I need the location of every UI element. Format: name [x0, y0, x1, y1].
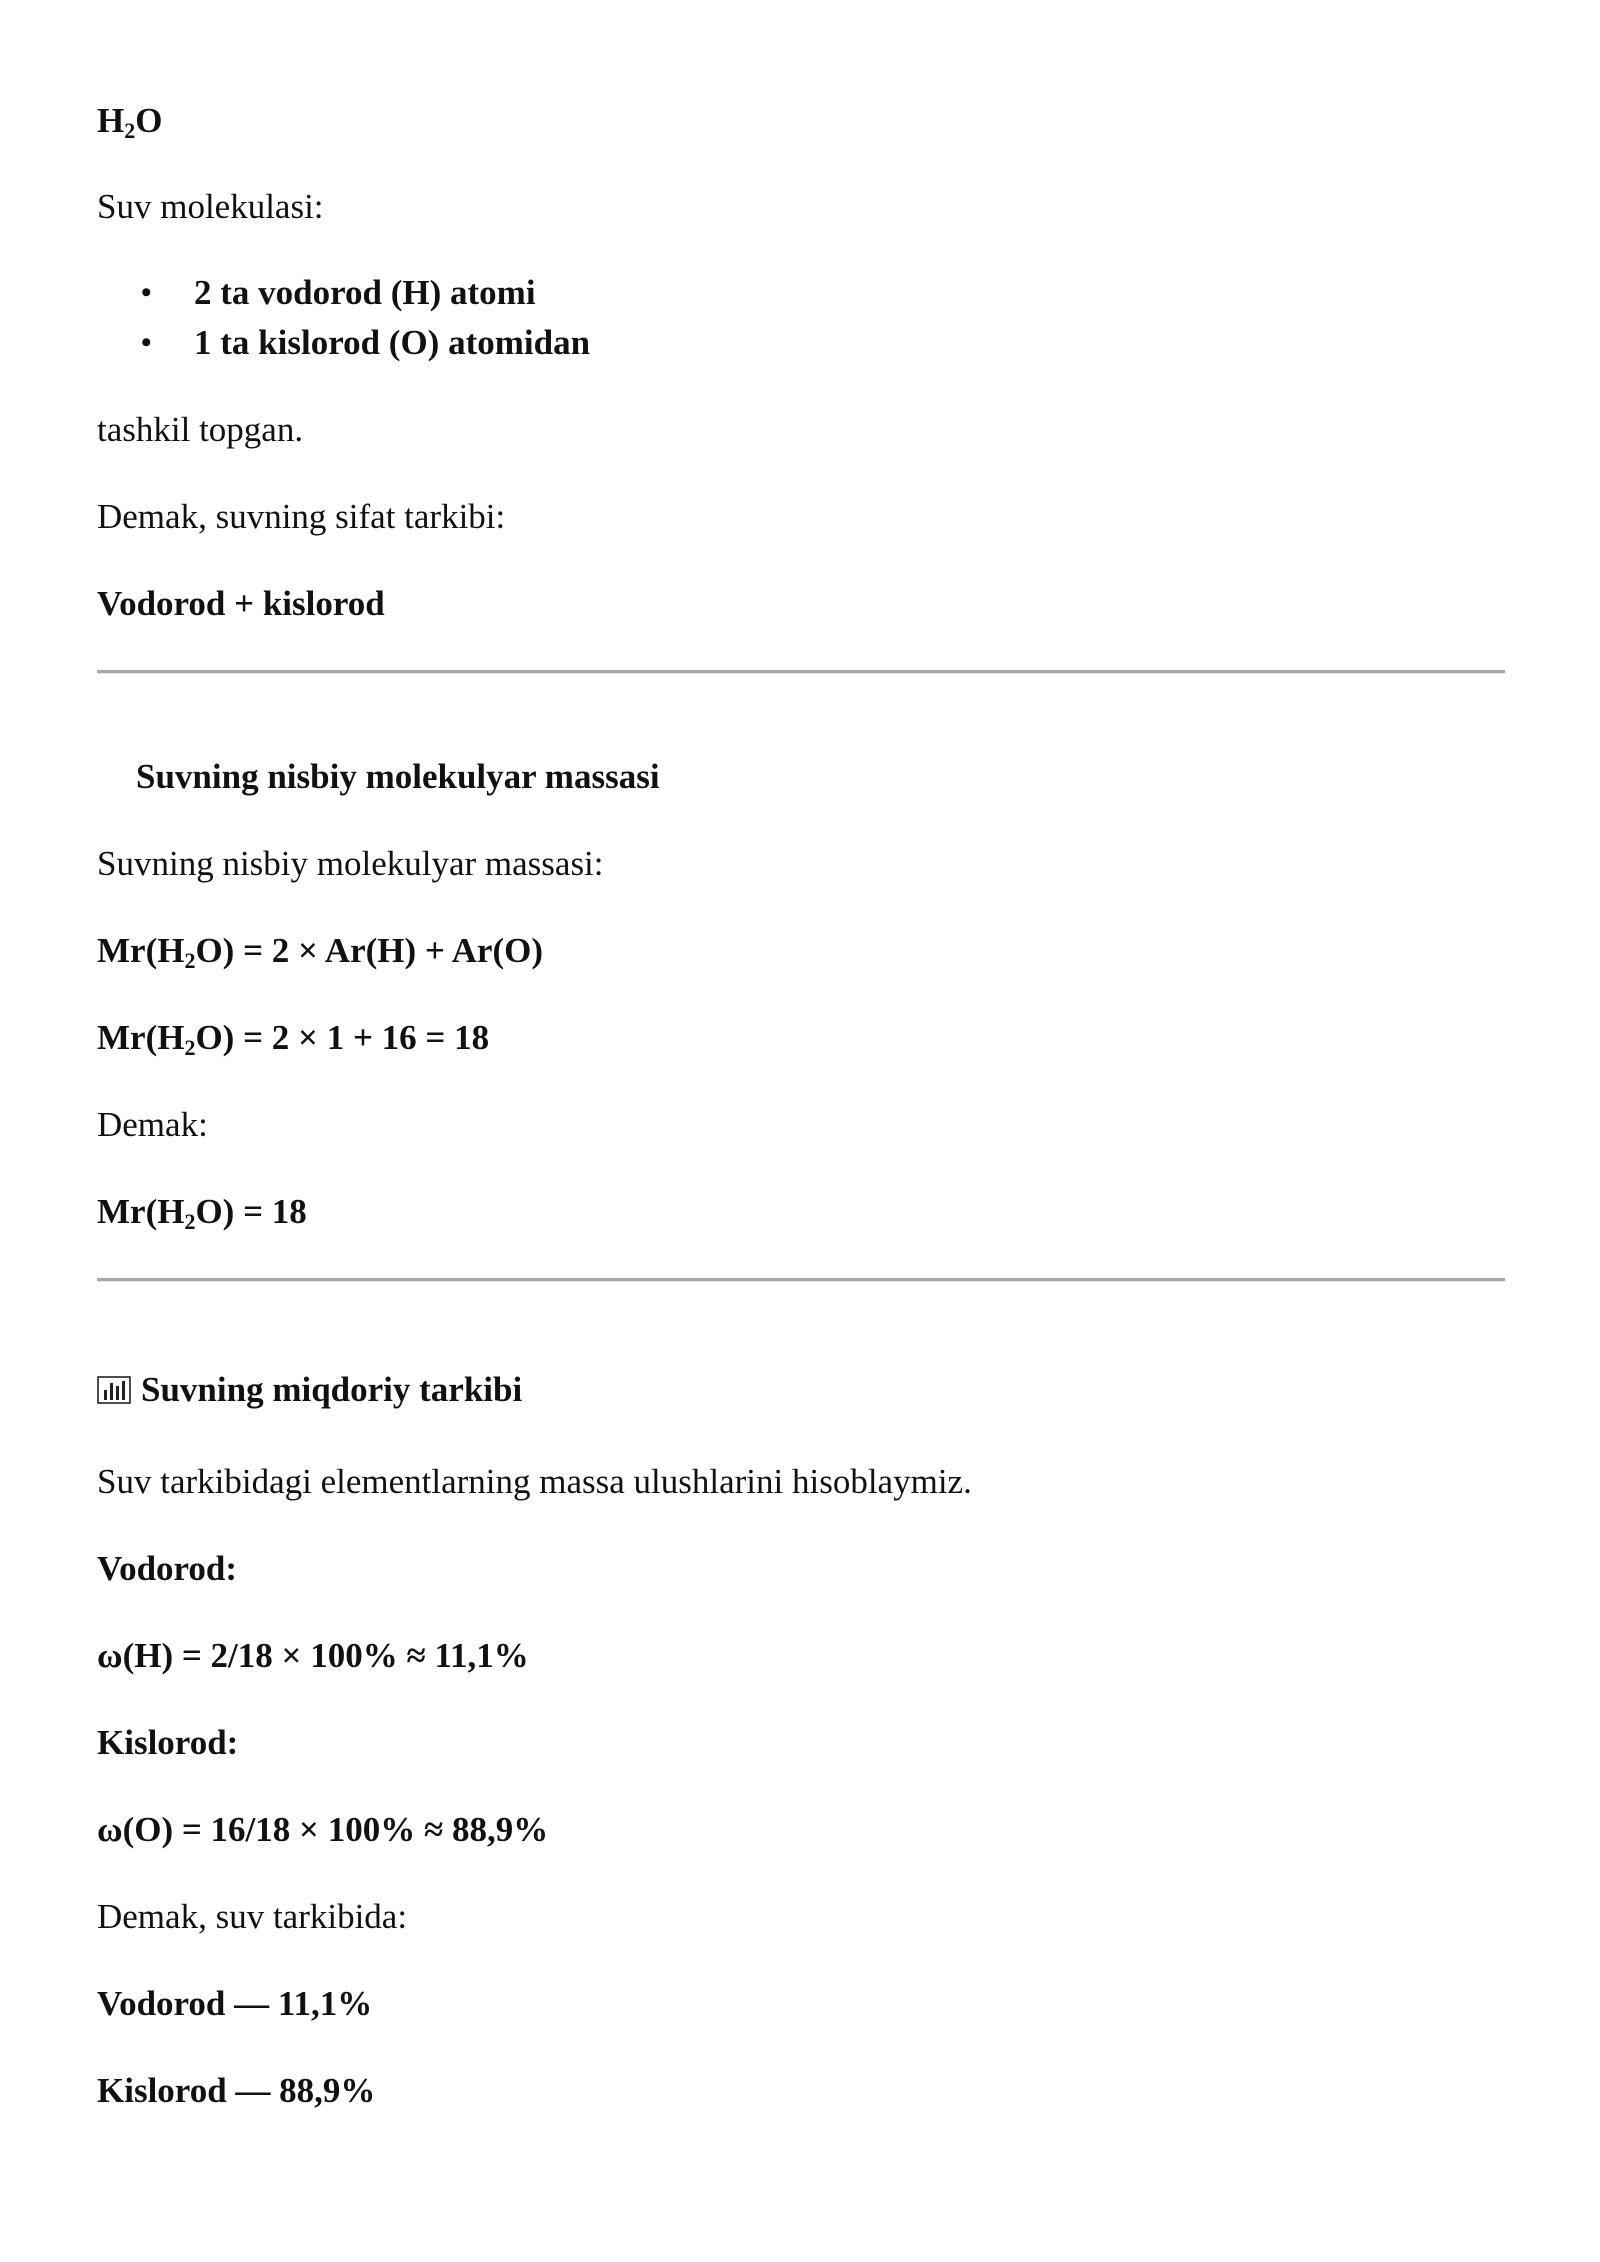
divider [97, 670, 1505, 674]
bullet: • [141, 276, 152, 309]
equation-subscript: 2 [184, 1035, 196, 1060]
equation-2 [97, 1017, 489, 1069]
equation-part: O) = 2 × 1 + 16 = 18 [195, 1018, 490, 1057]
equation-part: O) = 2 × Ar(H) + Ar(O) [195, 931, 543, 970]
equation-part: Mr(H [97, 931, 185, 970]
equation-3 [97, 1191, 307, 1243]
hydrogen-label: Vodorod: [97, 1549, 238, 1588]
intro-text: Suv molekulasi: [97, 187, 324, 226]
quality-result: Vodorod + kislorod [97, 584, 385, 623]
quant-intro: Suv tarkibidagi elementlarning massa ulushlarini hisoblaymiz. [97, 1462, 972, 1501]
after-list-text: tashkil topgan. [97, 410, 304, 449]
section-heading-mass: Suvning nisbiy molekulyar massasi [136, 757, 660, 796]
section-heading-quant [97, 1369, 522, 1411]
hydrogen-formula: ω(H) = 2/18 × 100% ≈ 11,1% [97, 1636, 529, 1675]
formula-o: O [135, 101, 163, 140]
quality-intro: Demak, suvning sifat tarkibi: [97, 497, 506, 536]
equation-subscript: 2 [184, 1209, 196, 1234]
equation-part: Mr(H [97, 1192, 185, 1231]
equation-part: O) = 18 [195, 1192, 307, 1231]
formula-h: H [97, 101, 125, 140]
summary-hydrogen: Vodorod — 11,1% [97, 1984, 373, 2023]
equation-1 [97, 930, 543, 982]
list-item-text: 2 ta vodorod (H) atomi [194, 273, 536, 312]
mass-intro: Suvning nisbiy molekulyar massasi: [97, 844, 604, 883]
formula-subscript: 2 [124, 118, 136, 143]
summary-intro: Demak, suv tarkibida: [97, 1897, 408, 1936]
oxygen-label: Kislorod: [97, 1723, 239, 1762]
demak-text: Demak: [97, 1105, 208, 1144]
equation-part: Mr(H [97, 1018, 185, 1057]
list-item-text: 1 ta kislorod (O) atomidan [194, 323, 591, 362]
oxygen-formula: ω(O) = 16/18 × 100% ≈ 88,9% [97, 1810, 549, 1849]
bar-chart-icon [97, 1375, 131, 1405]
formula-heading [97, 100, 162, 152]
section-heading-text: Suvning miqdoriy tarkibi [141, 1370, 523, 1409]
divider [97, 1278, 1505, 1282]
equation-subscript: 2 [184, 948, 196, 973]
summary-oxygen: Kislorod — 88,9% [97, 2071, 376, 2110]
bullet: • [141, 326, 152, 359]
